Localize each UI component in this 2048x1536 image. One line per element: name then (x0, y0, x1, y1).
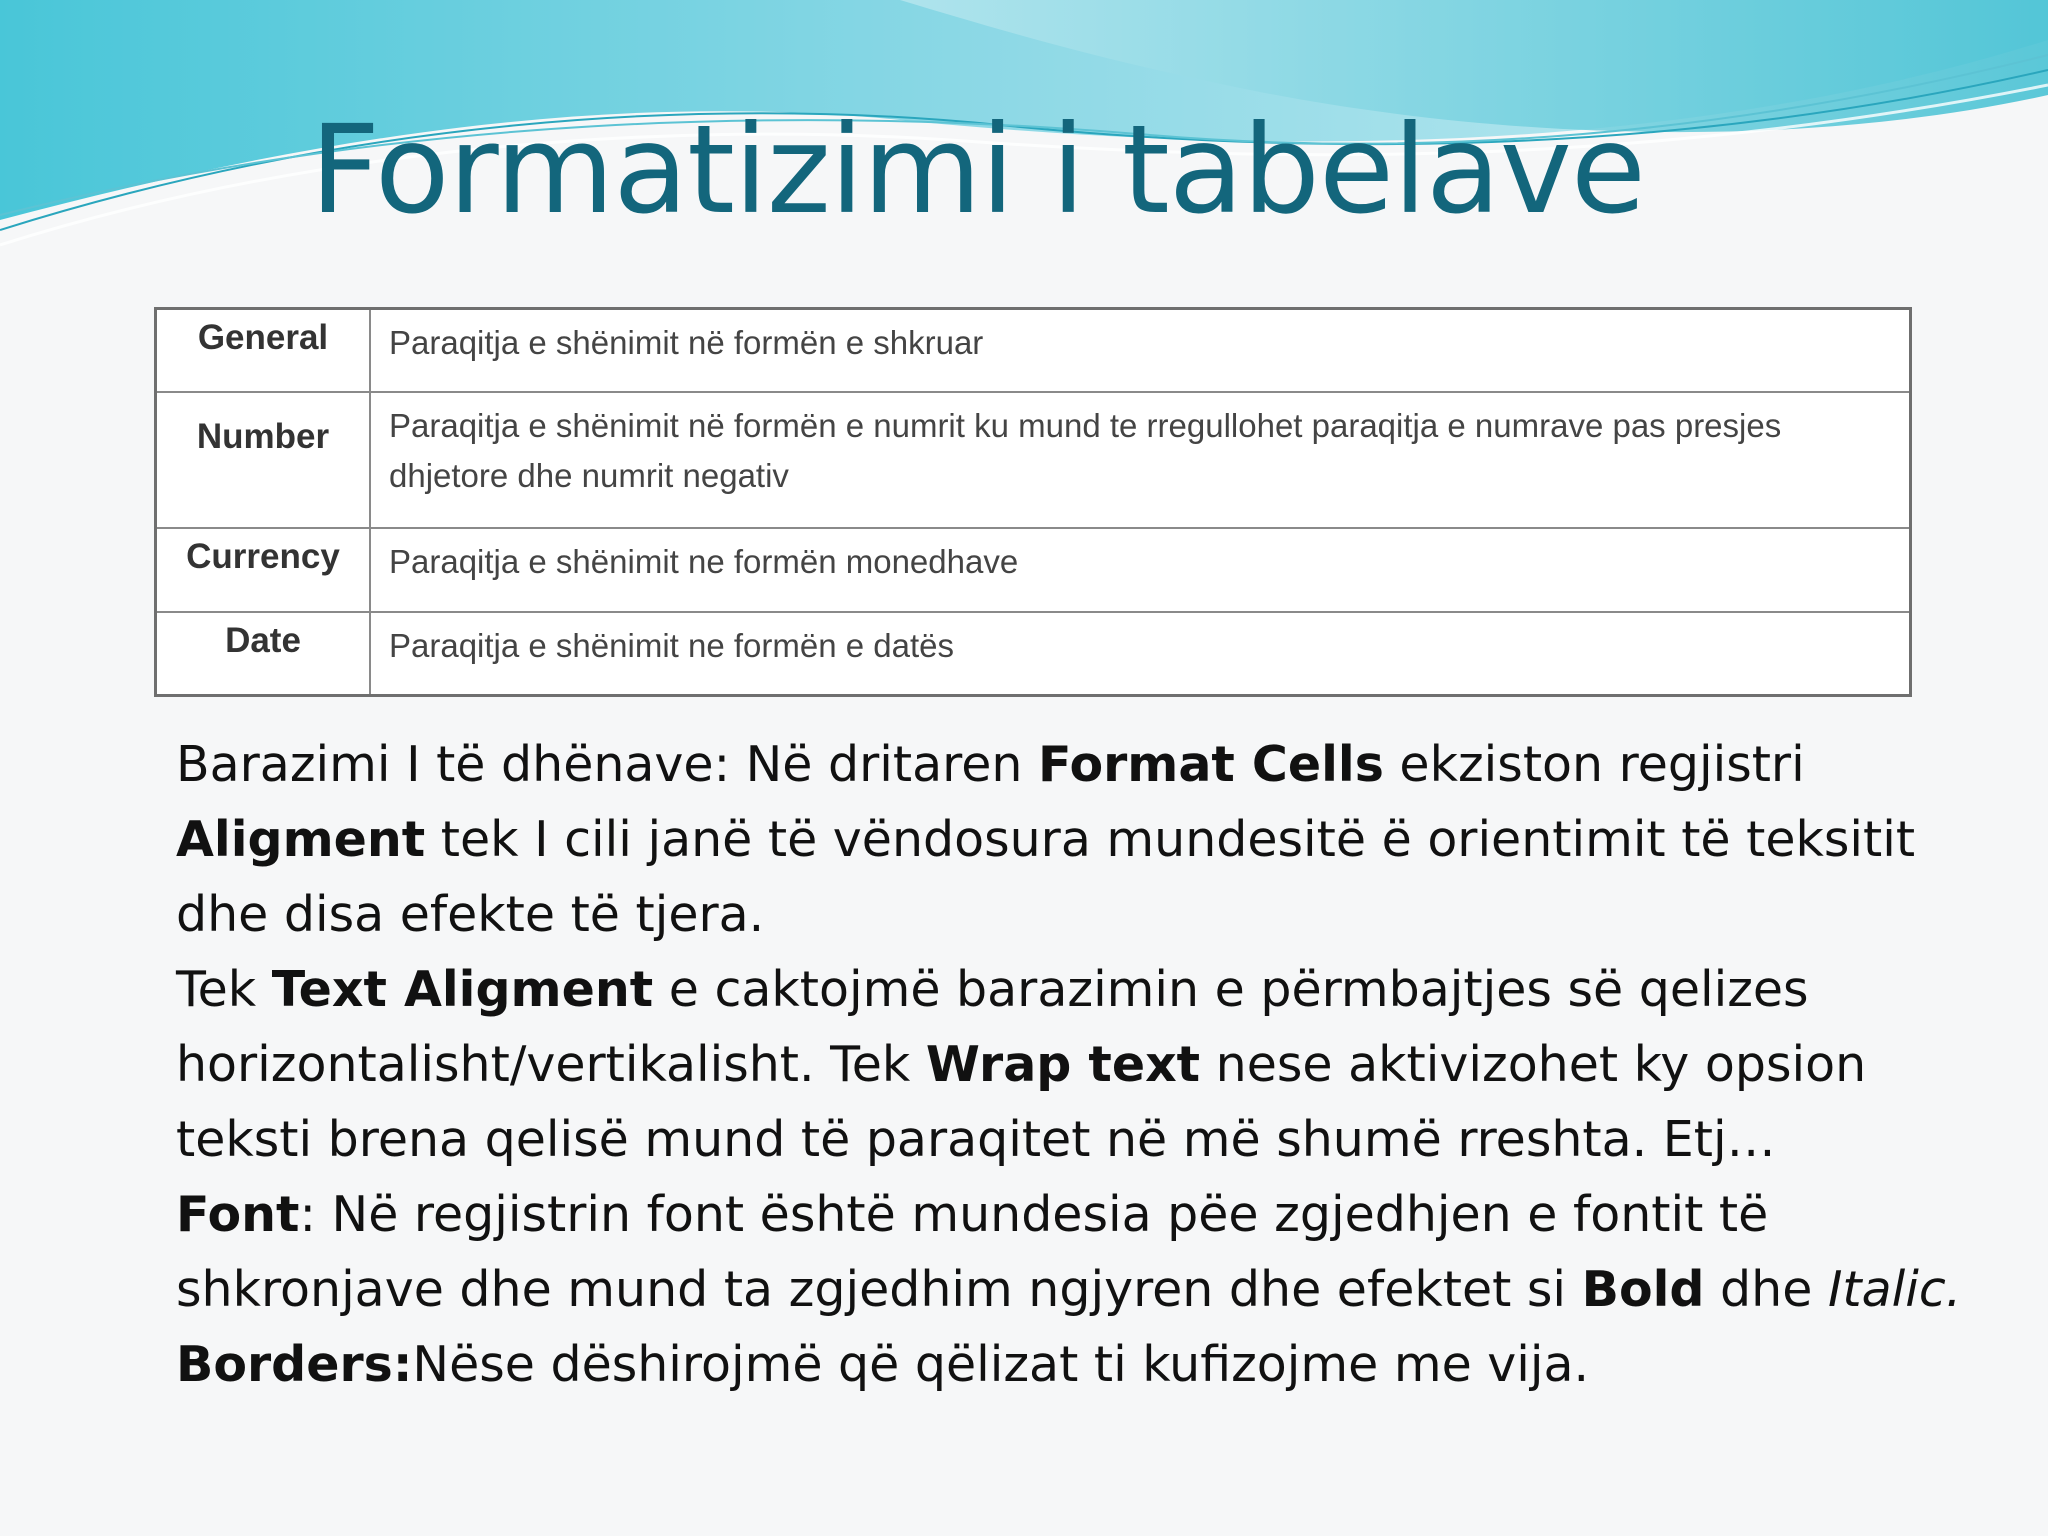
borders-paragraph: Borders:Nëse dëshirojmë që qëlizat ti kufizojme me vija. (176, 1336, 1590, 1393)
format-description-cell: Paraqitja e shënimit ne formën e datës (370, 612, 1911, 696)
format-name-cell: Currency (156, 528, 371, 612)
format-name-cell: General (156, 309, 371, 392)
table-row (156, 528, 1911, 612)
table-row (156, 612, 1911, 696)
slide-title: Formatizimi i tabelave (310, 99, 1645, 241)
format-name-cell: Date (156, 612, 371, 696)
alignment-paragraph: Barazimi I të dhënave: Në dritaren Format Cells ekziston regjistri Aligment tek I cili janë të vëndosura mundesitë ë orientimit të teksitit dhe disa efekte të tjera. (176, 736, 1916, 943)
format-description-cell: Paraqitja e shënimit në formën e numrit ku mund te rregullohet paraqitja e numrave pas presjes dhjetore dhe numrit negativ (370, 392, 1911, 528)
format-description-cell: Paraqitja e shënimit ne formën monedhave (370, 528, 1911, 612)
text-alignment-paragraph: Tek Text Aligment e caktojmë barazimin e përmbajtjes së qelizes horizontalisht/vertikalisht. Tek Wrap text nese aktivizohet ky opsion teksti brena qelisë mund të paraqitet në më shumë rreshta. Etj… (176, 961, 1867, 1168)
table-row (156, 392, 1911, 528)
slide-body-text (176, 727, 2006, 1402)
format-name-cell: Number (156, 392, 371, 528)
format-description-cell: Paraqitja e shënimit në formën e shkruar (370, 309, 1911, 392)
table-row (156, 309, 1911, 392)
font-paragraph: Font: Në regjistrin font është mundesia pëe zgjedhjen e fontit të shkronjave dhe mund ta zgjedhim ngjyren dhe efektet si Bold dhe Italic. (176, 1186, 1962, 1318)
format-types-table (154, 307, 1912, 697)
